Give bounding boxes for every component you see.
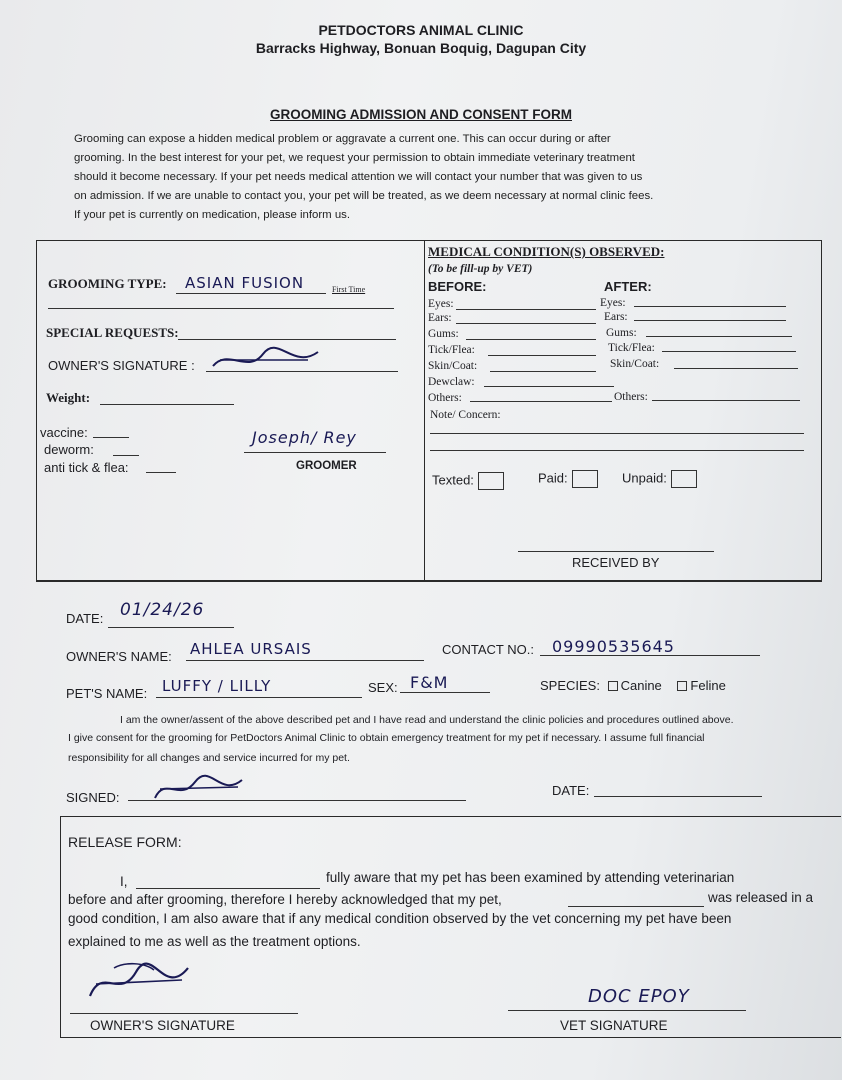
after-others: Others: bbox=[614, 391, 648, 403]
first-time-label: First Time bbox=[332, 285, 366, 294]
owner-signature-caption: OWNER'S SIGNATURE bbox=[90, 1018, 235, 1033]
consent-line: I am the owner/assent of the above described pet and I have read and understand the clinic policies and procedures outlined above. bbox=[120, 714, 734, 726]
after-tick-flea: Tick/Flea: bbox=[608, 342, 655, 354]
before-others: Others: bbox=[428, 392, 462, 404]
pet-name-value[interactable]: LUFFY / LILLY bbox=[162, 677, 272, 695]
owner-name-label: OWNER'S NAME: bbox=[66, 649, 172, 664]
signed-label: SIGNED: bbox=[66, 790, 120, 805]
paid-field[interactable] bbox=[538, 470, 598, 488]
release-line1-suffix: fully aware that my pet has been examined by attending veterinarian bbox=[326, 870, 735, 885]
release-line2-suffix: was released in a bbox=[708, 890, 814, 905]
release-title: RELEASE FORM: bbox=[68, 834, 182, 850]
box-divider bbox=[424, 240, 425, 580]
owner-name-value[interactable]: AHLEA URSAIS bbox=[190, 640, 312, 658]
intro-line: on admission. If we are unable to contact you, your pet will be treated, as we deem necessary at normal clinic fees. bbox=[74, 190, 654, 202]
paid-checkbox[interactable] bbox=[572, 470, 598, 488]
species-field bbox=[540, 678, 726, 693]
intro-line: If your pet is currently on medication, please inform us. bbox=[74, 209, 351, 221]
weight-label: Weight: bbox=[46, 390, 91, 405]
pet-name-label: PET'S NAME: bbox=[66, 686, 148, 701]
medical-subtitle: (To be fill-up by VET) bbox=[428, 263, 533, 275]
groomer-name-value[interactable]: Joseph/ Rey bbox=[252, 428, 357, 447]
clinic-name: PETDOCTORS ANIMAL CLINIC bbox=[318, 22, 524, 38]
release-line2-prefix: before and after grooming, therefore I hereby acknowledged that my pet, bbox=[68, 892, 502, 907]
sex-label: SEX: bbox=[368, 680, 398, 695]
after-label: AFTER: bbox=[604, 279, 652, 294]
intro-line: grooming. In the best interest for your pet, we request your permission to obtain immediate veterinary treatment bbox=[74, 152, 635, 164]
after-ears: Ears: bbox=[604, 311, 628, 323]
medical-title: MEDICAL CONDITION(S) OBSERVED: bbox=[428, 244, 665, 259]
feline-checkbox[interactable] bbox=[677, 681, 687, 691]
feline-option: Feline bbox=[690, 678, 726, 693]
owner-signature-label: OWNER'S SIGNATURE : bbox=[48, 358, 195, 373]
note-concern-label: Note/ Concern: bbox=[430, 409, 501, 421]
vet-signature-caption: VET SIGNATURE bbox=[560, 1018, 668, 1033]
intro-line: should it become necessary. If your pet needs medical attention we will contact your number that was given to us bbox=[74, 171, 643, 183]
canine-option: Canine bbox=[620, 678, 662, 693]
unpaid-checkbox[interactable] bbox=[671, 470, 697, 488]
consent-line: responsibility for all changes and service incurred for my pet. bbox=[68, 752, 350, 764]
vaccine-label: vaccine: bbox=[40, 425, 88, 440]
before-gums: Gums: bbox=[428, 328, 459, 340]
special-requests-label: SPECIAL REQUESTS: bbox=[46, 325, 179, 340]
before-dewclaw: Dewclaw: bbox=[428, 376, 475, 388]
species-label: SPECIES: bbox=[540, 678, 600, 693]
canine-checkbox[interactable] bbox=[608, 681, 618, 691]
groomer-label: GROOMER bbox=[296, 460, 357, 472]
intro-line: Grooming can expose a hidden medical problem or aggravate a current one. This can occur during or after bbox=[74, 133, 611, 145]
deworm-label: deworm: bbox=[44, 442, 94, 457]
before-eyes: Eyes: bbox=[428, 298, 454, 310]
paid-label: Paid: bbox=[538, 470, 568, 486]
texted-field[interactable] bbox=[432, 472, 504, 490]
sex-value[interactable]: F&M bbox=[410, 673, 449, 692]
before-skin-coat: Skin/Coat: bbox=[428, 360, 478, 372]
unpaid-field[interactable] bbox=[622, 470, 697, 488]
contact-label: CONTACT NO.: bbox=[442, 642, 534, 657]
unpaid-label: Unpaid: bbox=[622, 470, 667, 486]
form-title: GROOMING ADMISSION AND CONSENT FORM bbox=[270, 107, 572, 122]
after-skin-coat: Skin/Coat: bbox=[610, 358, 660, 370]
after-gums: Gums: bbox=[606, 327, 637, 339]
vet-signature-value[interactable]: DOC EPOY bbox=[588, 986, 690, 1007]
release-owner-signature-mark bbox=[84, 960, 194, 1004]
anti-tick-flea-label: anti tick & flea: bbox=[44, 460, 129, 475]
before-label: BEFORE: bbox=[428, 279, 487, 294]
release-line4: explained to me as well as the treatment options. bbox=[68, 934, 361, 949]
contact-value[interactable]: 09990535645 bbox=[552, 637, 675, 656]
release-line1-prefix: I, bbox=[120, 874, 128, 889]
consent-line: I give consent for the grooming for PetDoctors Animal Clinic to obtain emergency treatment for my pet if necessary. I assume full financial bbox=[68, 732, 705, 744]
after-eyes: Eyes: bbox=[600, 297, 626, 309]
received-by-label: RECEIVED BY bbox=[572, 555, 660, 570]
grooming-type-label: GROOMING TYPE: bbox=[48, 276, 167, 291]
before-ears: Ears: bbox=[428, 312, 452, 324]
release-line3: good condition, I am also aware that if any medical condition observed by the vet concerning my pet have been bbox=[68, 911, 732, 926]
intro-paragraph bbox=[74, 130, 653, 225]
texted-checkbox[interactable] bbox=[478, 472, 504, 490]
before-tick-flea: Tick/Flea: bbox=[428, 344, 475, 356]
grooming-type-value[interactable]: ASIAN FUSION bbox=[185, 274, 305, 292]
clinic-address: Barracks Highway, Bonuan Boquig, Dagupan City bbox=[255, 40, 587, 56]
date-label: DATE: bbox=[66, 611, 104, 626]
date-value[interactable]: 01/24/26 bbox=[120, 600, 205, 620]
signed-date-label: DATE: bbox=[552, 783, 590, 798]
texted-label: Texted: bbox=[432, 472, 474, 488]
